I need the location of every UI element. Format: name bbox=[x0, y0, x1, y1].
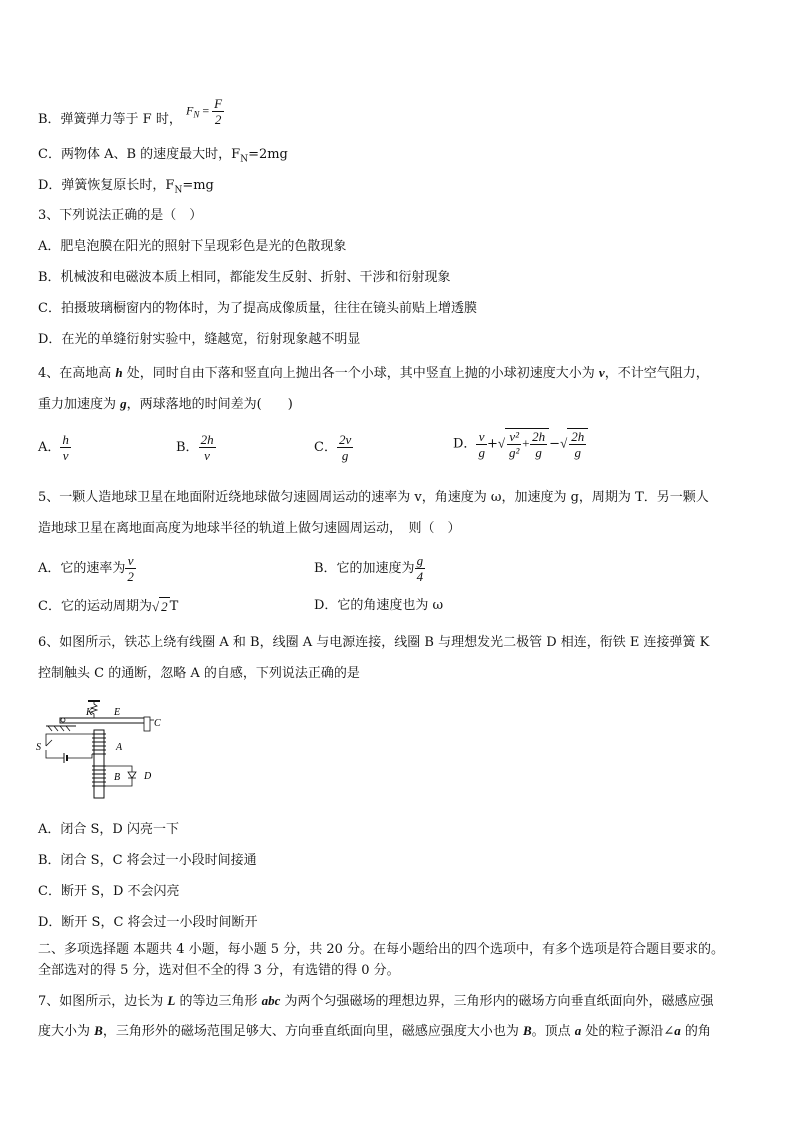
q4-option-d-sqrt2: √ $\frac{2h}{g}$ bbox=[560, 428, 588, 460]
option-label: A． bbox=[38, 440, 61, 455]
radicand: 2 bbox=[161, 599, 168, 614]
wire-a bbox=[46, 734, 92, 746]
armature-e bbox=[60, 718, 146, 723]
radicand bbox=[567, 428, 588, 460]
q4-option-c bbox=[314, 432, 353, 463]
frac bbox=[530, 429, 547, 460]
q5-option-d: D．它的角速度也为 ω bbox=[314, 598, 444, 613]
q2-option-d-tail: =mg bbox=[182, 178, 214, 193]
q4-stem-text: ，不计空气阻力， bbox=[604, 366, 709, 381]
option-label: B． bbox=[176, 440, 199, 455]
q4-stem-line2 bbox=[38, 395, 293, 414]
q2-option-c-text: C．两物体 A、B 的速度最大时，F bbox=[38, 147, 241, 162]
q2-option-c bbox=[38, 146, 288, 169]
fraction-num: F bbox=[214, 96, 223, 111]
formula-fraction bbox=[212, 96, 224, 127]
fraction-num: v bbox=[476, 429, 487, 445]
frac bbox=[507, 429, 521, 460]
var-abc: abc bbox=[261, 993, 281, 1008]
q4-option-b bbox=[176, 432, 216, 463]
q2-option-b-formula bbox=[186, 96, 224, 127]
q7-text: 的角 bbox=[680, 1024, 711, 1039]
option-tail: T bbox=[169, 599, 179, 614]
var-l: L bbox=[167, 993, 176, 1008]
q7-text: 为两个匀强磁场的理想边界，三角形内的磁场方向垂直纸面向外，磁感应强 bbox=[280, 994, 714, 1009]
q7-text: 处的粒子源沿∠ bbox=[581, 1024, 675, 1039]
q3-stem: 3、下列说法正确的是（ ） bbox=[38, 208, 203, 223]
q2-option-b bbox=[38, 96, 224, 135]
q4-option-b-frac bbox=[199, 432, 216, 463]
q4-stem-text: 处，同时自由下落和竖直向上抛出各一个小球，其中竖直上抛的小球初速度大小为 bbox=[122, 366, 599, 381]
label-a: A bbox=[116, 742, 123, 753]
fraction-den: g bbox=[574, 445, 581, 460]
fraction-num: g bbox=[416, 553, 424, 568]
minus-sign: − bbox=[549, 436, 561, 452]
q3-option-d: D．在光的单缝衍射实验中，缝越宽，衍射现象越不明显 bbox=[38, 332, 361, 347]
fraction-den: g bbox=[535, 445, 542, 460]
var-a: a bbox=[574, 1023, 582, 1038]
q4-stem-text: 4、在高地高 bbox=[38, 366, 116, 381]
option-label: C． bbox=[314, 440, 337, 455]
q5-option-c-sqrt: √ 2 bbox=[151, 599, 168, 614]
option-text: B．它的加速度为 bbox=[314, 561, 415, 576]
q4-option-d-frac1 bbox=[476, 429, 487, 460]
option-text: C．它的运动周期为 bbox=[38, 599, 152, 614]
fraction-num: 2v bbox=[338, 432, 352, 447]
fraction-num: v² bbox=[507, 429, 521, 445]
fraction-num: 2h bbox=[532, 429, 546, 444]
q3-option-c: C．拍摄玻璃橱窗内的物体时，为了提高成像质量，往往在镜头前贴上增透膜 bbox=[38, 301, 477, 316]
q2-option-d bbox=[38, 177, 214, 200]
q7-text: 度大小为 bbox=[38, 1024, 95, 1039]
q2-option-c-tail: =2mg bbox=[248, 147, 288, 162]
q5-option-b-frac bbox=[415, 553, 426, 584]
section2-line1: 二、多项选择题 本题共 4 小题，每小题 5 分，共 20 分。在每小题给出的四个选项中，有多个选项是符合题目要求的。 bbox=[38, 942, 725, 957]
switch-s bbox=[46, 740, 52, 746]
fraction-num: 2h bbox=[200, 432, 214, 447]
q7-text: 的等边三角形 bbox=[175, 994, 262, 1009]
q4-option-d bbox=[453, 428, 588, 460]
q5-option-c bbox=[38, 597, 178, 616]
fraction-num: 2h bbox=[571, 429, 585, 444]
fraction-num: v bbox=[125, 553, 136, 569]
formula-lhs: F bbox=[185, 103, 194, 118]
q7-text: 7、如图所示，边长为 bbox=[38, 994, 168, 1009]
label-s: S bbox=[36, 742, 41, 753]
q2-option-d-sub: N bbox=[174, 185, 183, 196]
label-c: C bbox=[154, 718, 161, 729]
label-e: E bbox=[114, 707, 121, 718]
formula-sub: N bbox=[193, 109, 200, 120]
q4-option-a-frac bbox=[60, 432, 71, 463]
q6-option-d: D．断开 S，C 将会过一小段时间断开 bbox=[38, 915, 258, 930]
q5-option-a-frac bbox=[125, 553, 136, 584]
diode-d bbox=[128, 772, 136, 778]
q3-option-a: A．肥皂泡膜在阳光的照射下呈现彩色是光的色散现象 bbox=[38, 239, 347, 254]
fraction-num: h bbox=[62, 432, 69, 447]
q6-option-c: C．断开 S，D 不会闪亮 bbox=[38, 884, 180, 899]
section2-line2: 全部选对的得 5 分，选对但不全的得 3 分，有选错的得 0 分。 bbox=[38, 963, 400, 978]
plus-sign: + bbox=[521, 435, 531, 451]
q4-option-c-frac bbox=[337, 432, 353, 463]
fraction-den: 2 bbox=[214, 112, 222, 127]
q5-stem-line2: 造地球卫星在离地面高度为地球半径的轨道上做匀速圆周运动， 则（ ） bbox=[38, 521, 461, 536]
fraction-den: g bbox=[478, 444, 485, 460]
q4-option-a bbox=[38, 432, 71, 463]
q4-stem-text: ，两球落地的时间差为( ) bbox=[126, 397, 293, 412]
q7-text: ，三角形外的磁场范围足够大、方向垂直纸面向里，磁感应强度大小也为 bbox=[102, 1024, 523, 1039]
fraction-den: g² bbox=[508, 445, 520, 460]
plus-sign: + bbox=[486, 436, 498, 452]
spring-mount bbox=[88, 700, 100, 702]
fraction-den: v bbox=[62, 448, 69, 463]
q6-stem-line1: 6、如图所示，铁芯上绕有线圈 A 和 B，线圈 A 与电源连接，线圈 B 与理想发光二极管 D 相连，衔铁 E 连接弹簧 K bbox=[38, 635, 710, 650]
q2-option-d-text: D．弹簧恢复原长时，F bbox=[38, 178, 175, 193]
q7-text: 。顶点 bbox=[531, 1024, 575, 1039]
q4-stem-line1 bbox=[38, 364, 709, 383]
q2-option-c-sub: N bbox=[240, 154, 249, 165]
label-k: K bbox=[86, 707, 93, 718]
option-label: D． bbox=[453, 436, 477, 452]
q5-option-b bbox=[314, 553, 425, 584]
formula-eq: = bbox=[199, 103, 213, 118]
q6-option-a: A．闭合 S，D 闪亮一下 bbox=[38, 822, 179, 837]
var-a: a bbox=[674, 1023, 681, 1038]
q2-option-b-text: B．弹簧弹力等于 F 时， bbox=[38, 112, 182, 127]
var-h: h bbox=[115, 365, 123, 380]
fraction-den: v bbox=[204, 448, 210, 463]
fraction-den: g bbox=[341, 448, 349, 463]
fraction-den: 2 bbox=[127, 569, 134, 584]
pivot bbox=[61, 718, 65, 722]
q5-option-a bbox=[38, 553, 136, 584]
label-b: B bbox=[114, 772, 121, 783]
fraction-den: 4 bbox=[416, 569, 424, 584]
q3-option-b: B．机械波和电磁波本质上相同，都能发生反射、折射、干涉和衍射现象 bbox=[38, 270, 451, 285]
frac bbox=[569, 429, 586, 460]
q4-stem-text: 重力加速度为 bbox=[38, 397, 121, 412]
q6-circuit-figure bbox=[36, 700, 166, 804]
q5-stem-line1: 5、一颗人造地球卫星在地面附近绕地球做匀速圆周运动的速率为 v，角速度为 ω，加速度为 g，周期为 T．另一颗人 bbox=[38, 490, 709, 505]
label-d: D bbox=[144, 771, 152, 782]
q7-stem-line1 bbox=[38, 992, 714, 1011]
var-b: B bbox=[94, 1023, 103, 1038]
var-g: g bbox=[120, 396, 127, 411]
q4-option-d-sqrt1: √ $\frac{\text{v²}}{\text{g²}}$ + $\frac{2h}{g}$ bbox=[498, 428, 549, 460]
q7-stem-line2 bbox=[38, 1022, 711, 1041]
q6-stem-line2: 控制触头 C 的通断，忽略 A 的自感，下列说法正确的是 bbox=[38, 666, 360, 681]
radicand bbox=[505, 428, 549, 460]
contact-c bbox=[144, 717, 150, 731]
var-b: B bbox=[522, 1023, 532, 1038]
q6-option-b: B．闭合 S，C 将会过一小段时间接通 bbox=[38, 853, 257, 868]
option-text: A．它的速率为 bbox=[38, 561, 126, 576]
var-v: v bbox=[598, 365, 605, 380]
iron-core bbox=[94, 730, 104, 798]
